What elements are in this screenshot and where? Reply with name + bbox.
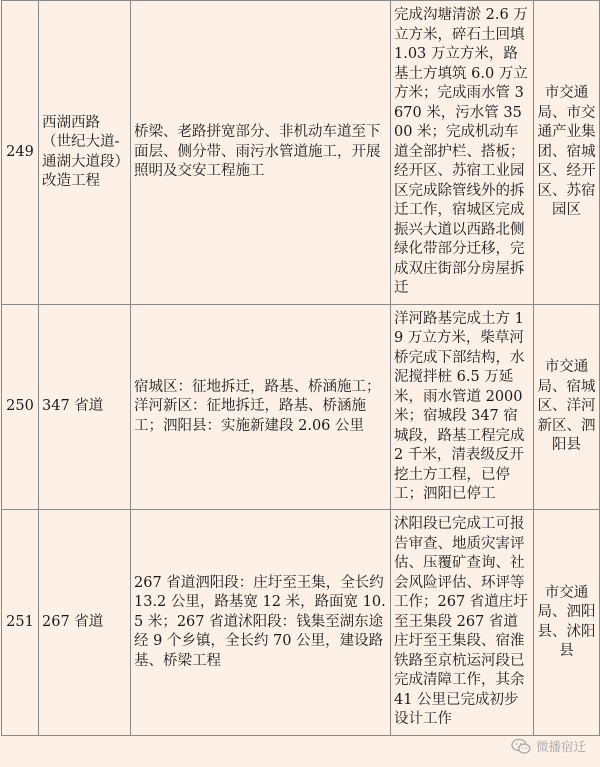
progress-description: 沭阳段已完成工可报告审查、地质灾害评估、压覆矿查询、社会风险评估、环评等工作；267 省道庄圩至王集段 267 省道庄圩至王集段、宿淮铁路至京杭运河段已完成清障工作，其余 41 公里已完成初步设计工作 [391, 510, 534, 736]
watermark [511, 737, 586, 755]
progress-description: 洋河路基完成土方 19 万立方米，柴草河桥完成下部结构，水泥搅拌桩 6.5 万延米，雨水管道 2000 米；宿城段 347 宿城段，路基工程完成 2 千米，清表级反开挖土方工程，已停工；泗阳已停工 [391, 305, 534, 510]
table-row [2, 1, 600, 305]
responsible-units: 市交通局、泗阳县、沭阳县 [534, 510, 600, 736]
watermark-text: 微播宿迁 [535, 739, 586, 754]
construction-content: 267 省道泗阳段：庄圩至王集，全长约 13.2 公里，路基宽 12 米，路面宽 10.5 米；267 省道沭阳段：钱集至湖东途经 9 个乡镇，全长约 70 公里，建设路基、桥梁工程 [131, 510, 391, 736]
construction-content: 宿城区：征地拆迁，路基、桥涵施工；洋河新区：征地拆迁，路基、桥涵施工；泗阳县：实施新建段 2.06 公里 [131, 305, 391, 510]
row-number: 250 [2, 305, 39, 510]
construction-content: 桥梁、老路拼宽部分、非机动车道至下面层、侧分带、雨污水管道施工，开展照明及交安工程施工 [131, 1, 391, 305]
project-name: 267 省道 [39, 510, 131, 736]
row-number: 249 [2, 1, 39, 305]
table-row [2, 510, 600, 736]
project-name: 西湖西路（世纪大道-通湖大道段）改造工程 [39, 1, 131, 305]
project-table [1, 0, 600, 736]
project-name: 347 省道 [39, 305, 131, 510]
responsible-units: 市交通局、市交通产业集团、宿城区、经开区、苏宿园区 [534, 1, 600, 305]
table-row [2, 305, 600, 510]
progress-description: 完成沟塘清淤 2.6 万立方米，碎石土回填 1.03 万立方米，路基土方填筑 6.0 万立方米；完成雨水管 3670 米，污水管 3500 米；完成机动车道全部护栏、搭板；经开区、苏宿工业园区完成除管线外的拆迁工作，宿城区完成振兴大道以西路北侧绿化带部分迁移，完成双庄街部分房屋拆迁 [391, 1, 534, 305]
wechat-icon [511, 738, 531, 755]
responsible-units: 市交通局、宿城区、洋河新区、泗阳县 [534, 305, 600, 510]
row-number: 251 [2, 510, 39, 736]
